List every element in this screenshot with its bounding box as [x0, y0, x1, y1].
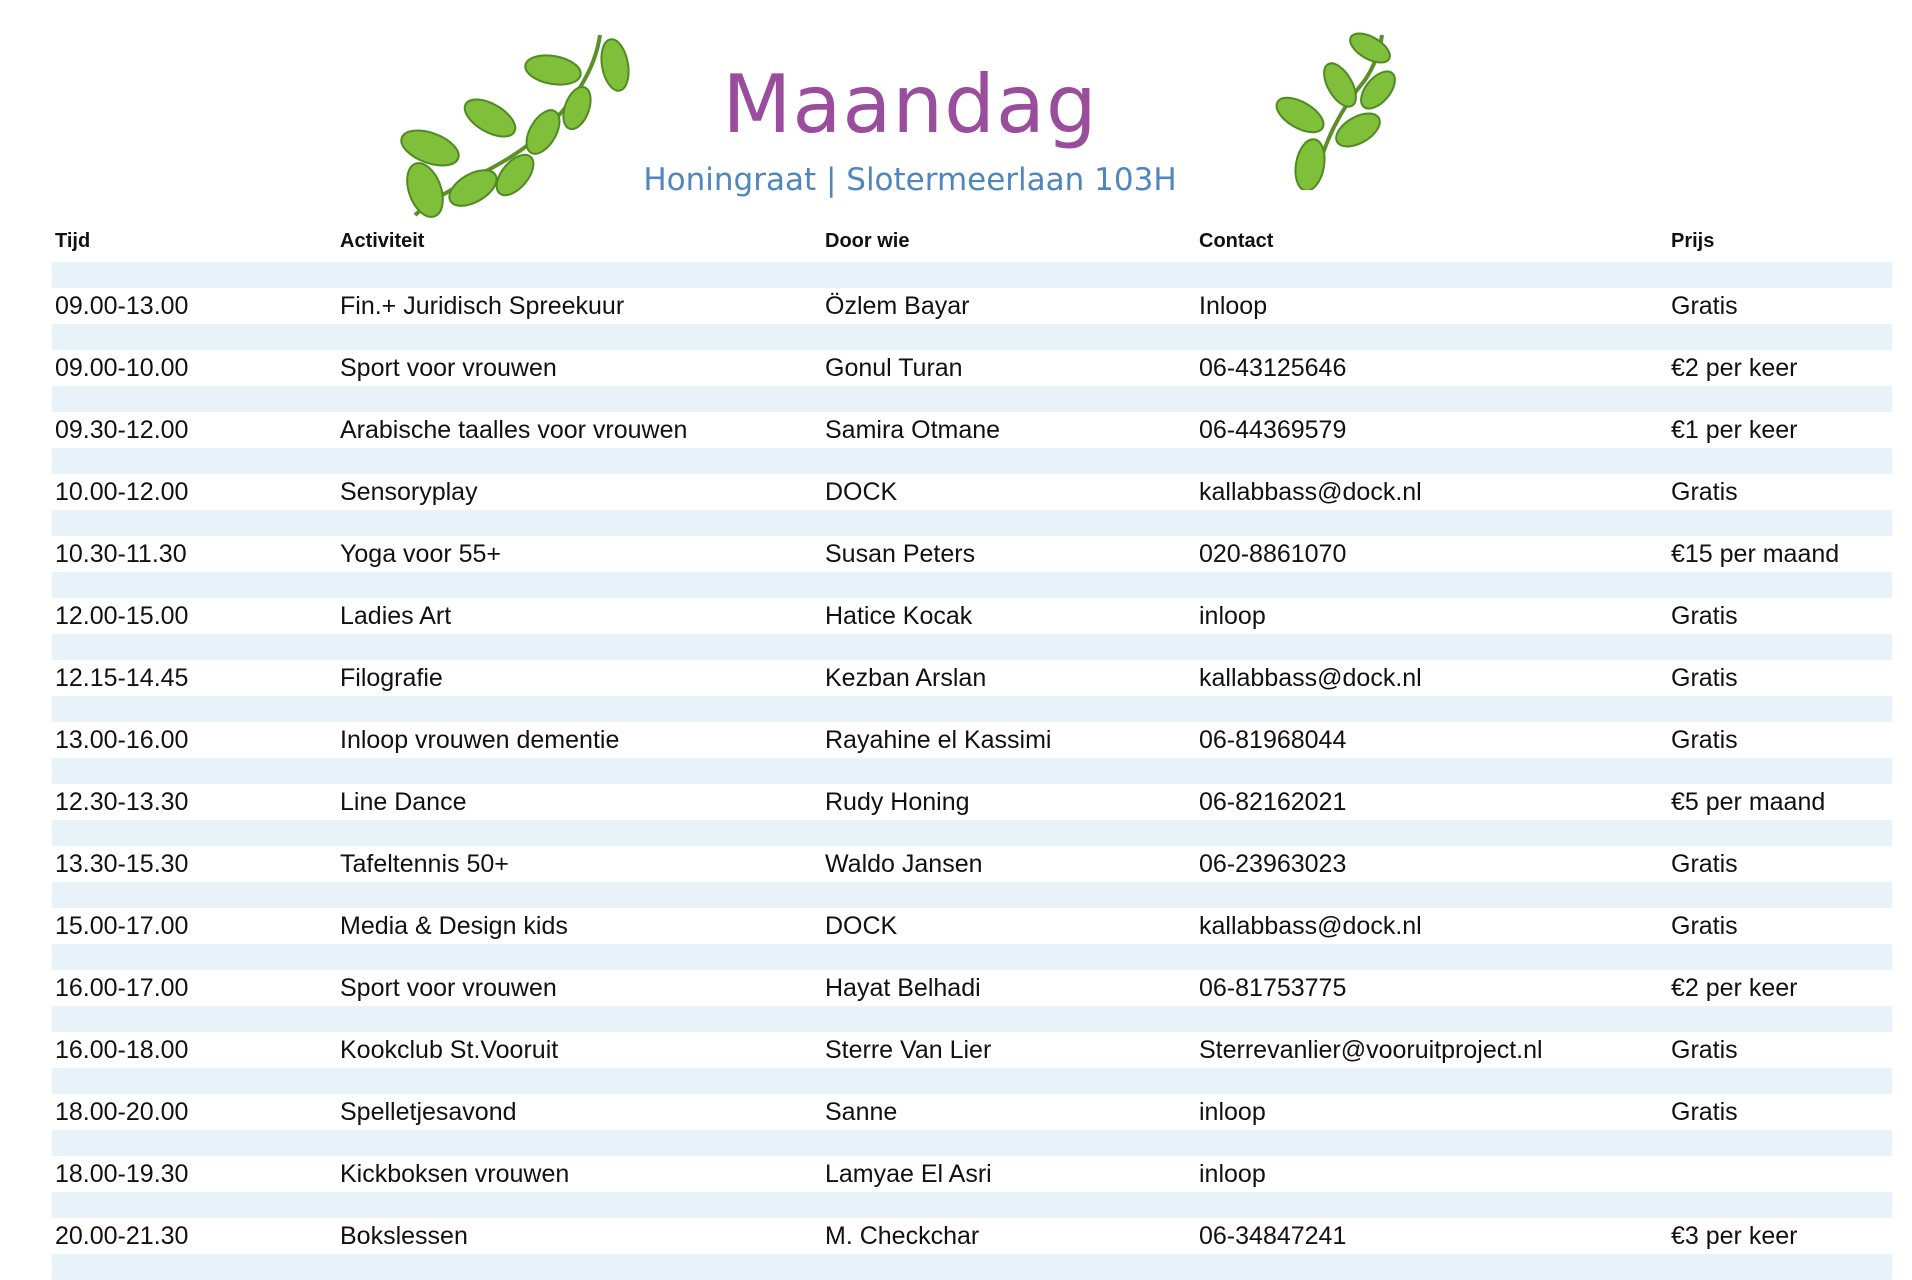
- cell-activiteit: Ladies Art: [340, 601, 452, 630]
- schedule-table: [52, 220, 1892, 1280]
- cell-activiteit: Fin.+ Juridisch Spreekuur: [340, 291, 625, 320]
- cell-door: Rayahine el Kassimi: [825, 725, 1052, 754]
- row-cells: [52, 722, 1892, 758]
- cell-door: Sterre Van Lier: [825, 1035, 992, 1064]
- cell-door: Rudy Honing: [825, 787, 970, 816]
- cell-contact: 06-43125646: [1199, 353, 1347, 382]
- cell-contact: kallabbass@dock.nl: [1199, 911, 1422, 940]
- cell-door: Lamyae El Asri: [825, 1159, 992, 1188]
- cell-tijd: 09.00-10.00: [55, 353, 189, 382]
- cell-prijs: Gratis: [1671, 1097, 1738, 1126]
- cell-door: M. Checkchar: [825, 1221, 980, 1250]
- table-row: [52, 696, 1892, 758]
- cell-door: Hatice Kocak: [825, 601, 973, 630]
- cell-prijs: Gratis: [1671, 601, 1738, 630]
- row-cells: [52, 1156, 1892, 1192]
- cell-contact: Inloop: [1199, 291, 1268, 320]
- column-header-door-wie: Door wie: [825, 229, 910, 252]
- table-row: [52, 758, 1892, 820]
- cell-tijd: 12.30-13.30: [55, 787, 189, 816]
- cell-contact: 06-81968044: [1199, 725, 1347, 754]
- cell-tijd: 15.00-17.00: [55, 911, 189, 940]
- cell-activiteit: Filografie: [340, 663, 443, 692]
- row-separator: [52, 634, 1892, 660]
- cell-prijs: Gratis: [1671, 1035, 1738, 1064]
- table-row: [52, 820, 1892, 882]
- cell-tijd: 12.00-15.00: [55, 601, 189, 630]
- table-row: [52, 572, 1892, 634]
- row-separator: [52, 820, 1892, 846]
- row-cells: [52, 536, 1892, 572]
- cell-tijd: 18.00-20.00: [55, 1097, 189, 1126]
- table-row: [52, 262, 1892, 324]
- cell-activiteit: Sensoryplay: [340, 477, 478, 506]
- cell-contact: inloop: [1199, 1097, 1266, 1126]
- cell-door: Gonul Turan: [825, 353, 963, 382]
- cell-activiteit: Bokslessen: [340, 1221, 468, 1250]
- cell-activiteit: Line Dance: [340, 787, 467, 816]
- cell-prijs: €1 per keer: [1671, 415, 1798, 444]
- row-cells: [52, 1094, 1892, 1130]
- row-separator: [52, 1254, 1892, 1280]
- row-separator: [52, 572, 1892, 598]
- cell-prijs: €15 per maand: [1671, 539, 1840, 568]
- cell-tijd: 10.30-11.30: [55, 539, 187, 568]
- cell-door: Waldo Jansen: [825, 849, 983, 878]
- page-title: Maandag: [722, 58, 1098, 151]
- row-separator: [52, 1130, 1892, 1156]
- cell-tijd: 18.00-19.30: [55, 1159, 189, 1188]
- cell-prijs: Gratis: [1671, 477, 1738, 506]
- row-cells: [52, 970, 1892, 1006]
- table-row: [52, 448, 1892, 510]
- cell-contact: inloop: [1199, 601, 1266, 630]
- cell-contact: 06-81753775: [1199, 973, 1347, 1002]
- cell-tijd: 13.00-16.00: [55, 725, 189, 754]
- cell-prijs: Gratis: [1671, 849, 1738, 878]
- column-header-contact: Contact: [1199, 229, 1274, 252]
- cell-activiteit: Sport voor vrouwen: [340, 973, 557, 1002]
- cell-tijd: 16.00-18.00: [55, 1035, 189, 1064]
- row-separator: [52, 696, 1892, 722]
- row-cells: [52, 598, 1892, 634]
- table-row: [52, 1006, 1892, 1068]
- cell-activiteit: Media & Design kids: [340, 911, 568, 940]
- cell-contact: 06-44369579: [1199, 415, 1347, 444]
- row-separator: [52, 882, 1892, 908]
- table-row: [52, 634, 1892, 696]
- column-header-tijd: Tijd: [55, 229, 91, 252]
- cell-prijs: €2 per keer: [1671, 353, 1798, 382]
- cell-tijd: 09.00-13.00: [55, 291, 189, 320]
- cell-activiteit: Sport voor vrouwen: [340, 353, 557, 382]
- row-cells: [52, 846, 1892, 882]
- table-row: [52, 324, 1892, 386]
- table-row: [52, 882, 1892, 944]
- cell-activiteit: Tafeltennis 50+: [340, 849, 509, 878]
- row-cells: [52, 412, 1892, 448]
- cell-tijd: 16.00-17.00: [55, 973, 189, 1002]
- row-separator: [52, 448, 1892, 474]
- cell-tijd: 12.15-14.45: [55, 663, 189, 692]
- row-separator: [52, 510, 1892, 536]
- cell-prijs: Gratis: [1671, 911, 1738, 940]
- row-cells: [52, 660, 1892, 696]
- cell-tijd: 10.00-12.00: [55, 477, 189, 506]
- row-cells: [52, 474, 1892, 510]
- cell-prijs: €2 per keer: [1671, 973, 1798, 1002]
- cell-activiteit: Inloop vrouwen dementie: [340, 725, 620, 754]
- table-header-row: [52, 220, 1892, 262]
- cell-door: Samira Otmane: [825, 415, 1001, 444]
- cell-door: DOCK: [825, 911, 898, 940]
- cell-activiteit: Arabische taalles voor vrouwen: [340, 415, 688, 444]
- row-cells: [52, 1032, 1892, 1068]
- column-header-activiteit: Activiteit: [340, 229, 425, 252]
- cell-prijs: Gratis: [1671, 663, 1738, 692]
- row-separator: [52, 758, 1892, 784]
- row-cells: [52, 350, 1892, 386]
- table-row: [52, 1192, 1892, 1254]
- row-cells: [52, 784, 1892, 820]
- page-header: [0, 0, 1912, 220]
- column-header-prijs: Prijs: [1671, 229, 1715, 252]
- cell-door: DOCK: [825, 477, 898, 506]
- table-row: [52, 944, 1892, 1006]
- cell-contact: 06-34847241: [1199, 1221, 1347, 1250]
- cell-prijs: €5 per maand: [1671, 787, 1826, 816]
- row-separator: [52, 324, 1892, 350]
- cell-activiteit: Yoga voor 55+: [340, 539, 502, 568]
- row-separator: [52, 262, 1892, 288]
- page-subtitle: Honingraat | Slotermeerlaan 103H: [643, 162, 1177, 198]
- cell-door: Kezban Arslan: [825, 663, 987, 692]
- cell-door: Sanne: [825, 1097, 898, 1126]
- cell-contact: 020-8861070: [1199, 539, 1347, 568]
- cell-tijd: 13.30-15.30: [55, 849, 189, 878]
- row-cells: [52, 1218, 1892, 1254]
- row-separator: [52, 1068, 1892, 1094]
- cell-contact: kallabbass@dock.nl: [1199, 477, 1422, 506]
- cell-contact: kallabbass@dock.nl: [1199, 663, 1422, 692]
- cell-prijs: Gratis: [1671, 725, 1738, 754]
- row-cells: [52, 908, 1892, 944]
- cell-contact: 06-23963023: [1199, 849, 1347, 878]
- cell-contact: inloop: [1199, 1159, 1266, 1188]
- table-body: [52, 262, 1892, 1254]
- row-separator: [52, 1006, 1892, 1032]
- row-separator: [52, 944, 1892, 970]
- cell-contact: 06-82162021: [1199, 787, 1347, 816]
- cell-tijd: 20.00-21.30: [55, 1221, 189, 1250]
- table-row: [52, 1130, 1892, 1192]
- cell-door: Özlem Bayar: [825, 291, 970, 320]
- cell-prijs: €3 per keer: [1671, 1221, 1798, 1250]
- table-row: [52, 1068, 1892, 1130]
- row-separator: [52, 1192, 1892, 1218]
- cell-contact: Sterrevanlier@vooruitproject.nl: [1199, 1035, 1543, 1064]
- cell-tijd: 09.30-12.00: [55, 415, 189, 444]
- cell-door: Susan Peters: [825, 539, 976, 568]
- table-row: [52, 510, 1892, 572]
- cell-activiteit: Kookclub St.Vooruit: [340, 1035, 559, 1064]
- cell-prijs: Gratis: [1671, 291, 1738, 320]
- row-cells: [52, 288, 1892, 324]
- cell-activiteit: Spelletjesavond: [340, 1097, 517, 1126]
- cell-activiteit: Kickboksen vrouwen: [340, 1159, 570, 1188]
- cell-door: Hayat Belhadi: [825, 973, 981, 1002]
- table-row: [52, 386, 1892, 448]
- row-separator: [52, 386, 1892, 412]
